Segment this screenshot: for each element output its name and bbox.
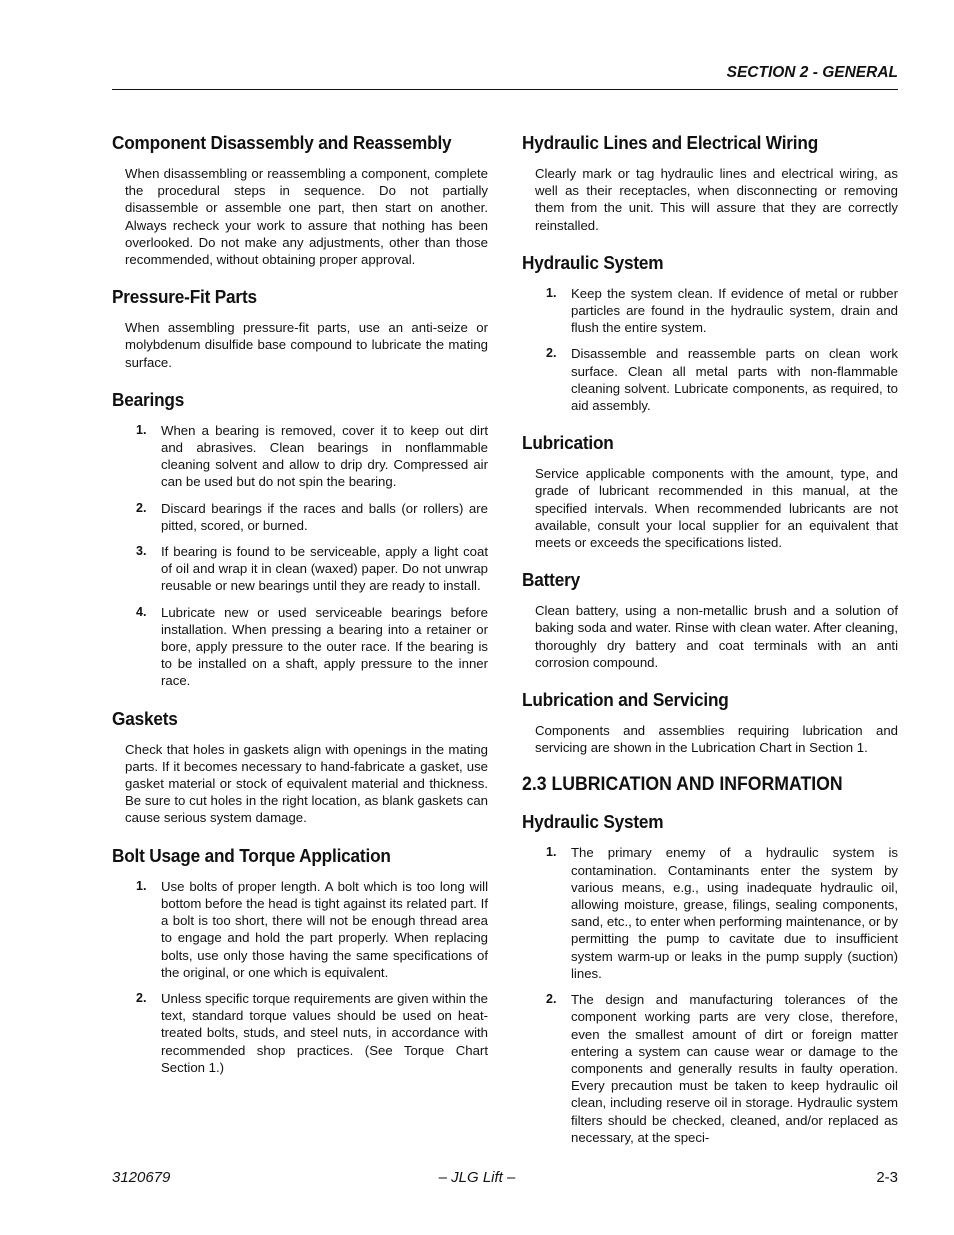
step-text: Keep the system clean. If evidence of metal or rubber particles are found in the hydraulic system, drain and flush the entire system. — [571, 285, 898, 336]
step-text: Lubricate new or used serviceable bearings before installation. When pressing a bearing into a retainer or bore, apply pressure to the outer race. If the bearing is to be installed on a shaft, apply pressure to the inner race. — [161, 604, 488, 689]
heading-hydraulic-lines: Hydraulic Lines and Electrical Wiring — [522, 132, 819, 153]
heading-gaskets: Gaskets — [112, 707, 178, 729]
heading-component-disassembly: Component Disassembly and Reassembly — [112, 132, 452, 153]
section-heading-lubrication-information: 2.3 LUBRICATION AND INFORMATION — [522, 774, 843, 796]
step-number: 1. — [136, 878, 147, 893]
heading-hydraulic-system: Hydraulic System — [522, 251, 664, 273]
step-number: 1. — [546, 845, 557, 860]
step-number: 2. — [136, 500, 147, 515]
heading-bearings: Bearings — [112, 388, 185, 410]
heading-hydraulic-system-2: Hydraulic System — [522, 811, 664, 833]
step-number: 3. — [136, 544, 147, 559]
list-item — [112, 878, 488, 981]
step-number: 1. — [546, 285, 557, 300]
heading-lubrication: Lubrication — [522, 432, 614, 454]
right-column — [522, 132, 898, 1164]
paragraph-gaskets: Check that holes in gaskets align with openings in the mating parts. If it becomes necessary to hand-fabricate a gasket, use gasket material or stock of equivalent material and thickness. Be sure to cut holes in the right location, as blank gaskets can cause serious system damage. — [125, 741, 488, 826]
step-number: 1. — [136, 422, 147, 437]
section-header: SECTION 2 - GENERAL — [726, 64, 898, 81]
list-item — [522, 345, 898, 414]
step-number: 2. — [136, 990, 147, 1005]
footer-doc-number: 3120679 — [112, 1169, 171, 1186]
heading-battery: Battery — [522, 569, 580, 591]
step-text: Unless specific torque requirements are given within the text, standard torque values should be used on heat-treated bolts, studs, and steel nuts, in accordance with recommended shop practices. (See Torque Chart Section 1.) — [161, 990, 488, 1075]
step-number: 2. — [546, 992, 557, 1007]
step-text: Use bolts of proper length. A bolt which is too long will bottom before the head is tight against its related part. If a bolt is too short, there will not be enough thread area to engage and hold the part properly. When replacing bolts, use only those having the same specifications of the original, or one which is equivalent. — [161, 878, 488, 980]
list-bolt-usage — [112, 878, 488, 1076]
list-hydraulic-system-2 — [522, 844, 898, 1145]
step-text: When a bearing is removed, cover it to keep out dirt and abrasives. Clean bearings in nonflammable cleaning solvent and allow to drip dry. Compressed air can be used but do not spin the bearing. — [161, 422, 488, 490]
list-item — [522, 844, 898, 982]
list-item — [112, 543, 488, 595]
paragraph-lubrication: Service applicable components with the amount, type, and grade of lubricant recommended in this manual, at the specified intervals. When recommended lubricants are not available, consult your local supplier for an equivalent that meets or exceeds the specifications listed. — [535, 466, 898, 551]
heading-bolt-usage: Bolt Usage and Torque Application — [112, 844, 391, 866]
list-item — [112, 500, 488, 534]
list-item — [112, 990, 488, 1076]
step-text: If bearing is found to be serviceable, apply a light coat of oil and wrap it in clean (waxed) paper. Do not unwrap reusable or new bearings until they are ready to install. — [161, 544, 488, 594]
paragraph-pressure-fit: When assembling pressure-fit parts, use an anti-seize or molybdenum disulfide base compound to lubricate the mating surface. — [125, 320, 488, 370]
list-item — [522, 991, 898, 1146]
step-text: Discard bearings if the races and balls (or rollers) are pitted, scored, or burned. — [161, 500, 488, 533]
paragraph-lubrication-servicing: Components and assemblies requiring lubrication and servicing are shown in the Lubrication Chart in Section 1. — [535, 723, 898, 756]
paragraph-component-disassembly: When disassembling or reassembling a component, complete the procedural steps in sequence. Do not partially disassemble or assemble one part, then start on another. Always recheck your work to assure that nothing has been overlooked. Do not make any adjustments, other than those recommended, without obtaining proper approval. — [125, 166, 488, 268]
list-hydraulic-system — [522, 285, 898, 414]
paragraph-hydraulic-lines: Clearly mark or tag hydraulic lines and electrical wiring, as well as their receptacles, when disconnecting or removing them from the unit. This will assure that they are correctly reinstalled. — [535, 166, 898, 233]
left-column — [112, 132, 488, 1094]
list-bearings — [112, 422, 488, 690]
list-item — [112, 604, 488, 690]
step-text: The primary enemy of a hydraulic system is contamination. Contaminants enter the system by various means, e.g., using inadequate hydraulic oil, allowing moisture, grease, filings, sealing components, sand, etc., to enter when performing maintenance, or by permitting the pump to cavitate due to insufficient system warm-up or leaks in the pump supply (suction) lines. — [571, 845, 898, 981]
footer-brand: – JLG Lift – — [438, 1169, 516, 1186]
list-item — [112, 422, 488, 491]
step-number: 4. — [136, 604, 147, 619]
header-rule — [112, 89, 898, 90]
step-text: Disassemble and reassemble parts on clean work surface. Clean all metal parts with non-flammable cleaning solvent. Lubricate components, as required, to aid assembly. — [571, 346, 898, 414]
list-item — [522, 285, 898, 337]
heading-lubrication-servicing: Lubrication and Servicing — [522, 689, 729, 711]
paragraph-battery: Clean battery, using a non-metallic brush and a solution of baking soda and water. Rinse with clean water. After cleaning, thoroughly dry battery and coat terminals with an anti corrosion compound. — [535, 603, 898, 670]
step-number: 2. — [546, 346, 557, 361]
step-text: The design and manufacturing tolerances of the component working parts are very close, therefore, even the smallest amount of dirt or foreign matter entering a system can cause wear or damage to the components and generally results in faulty operation. Every precaution must be taken to keep hydraulic oil clean, including reserve oil in storage. Hydraulic system filters should be checked, cleaned, and/or replaced as necessary, at the speci- — [571, 992, 898, 1145]
heading-pressure-fit: Pressure-Fit Parts — [112, 286, 257, 308]
footer-page-number: 2-3 — [876, 1169, 898, 1186]
